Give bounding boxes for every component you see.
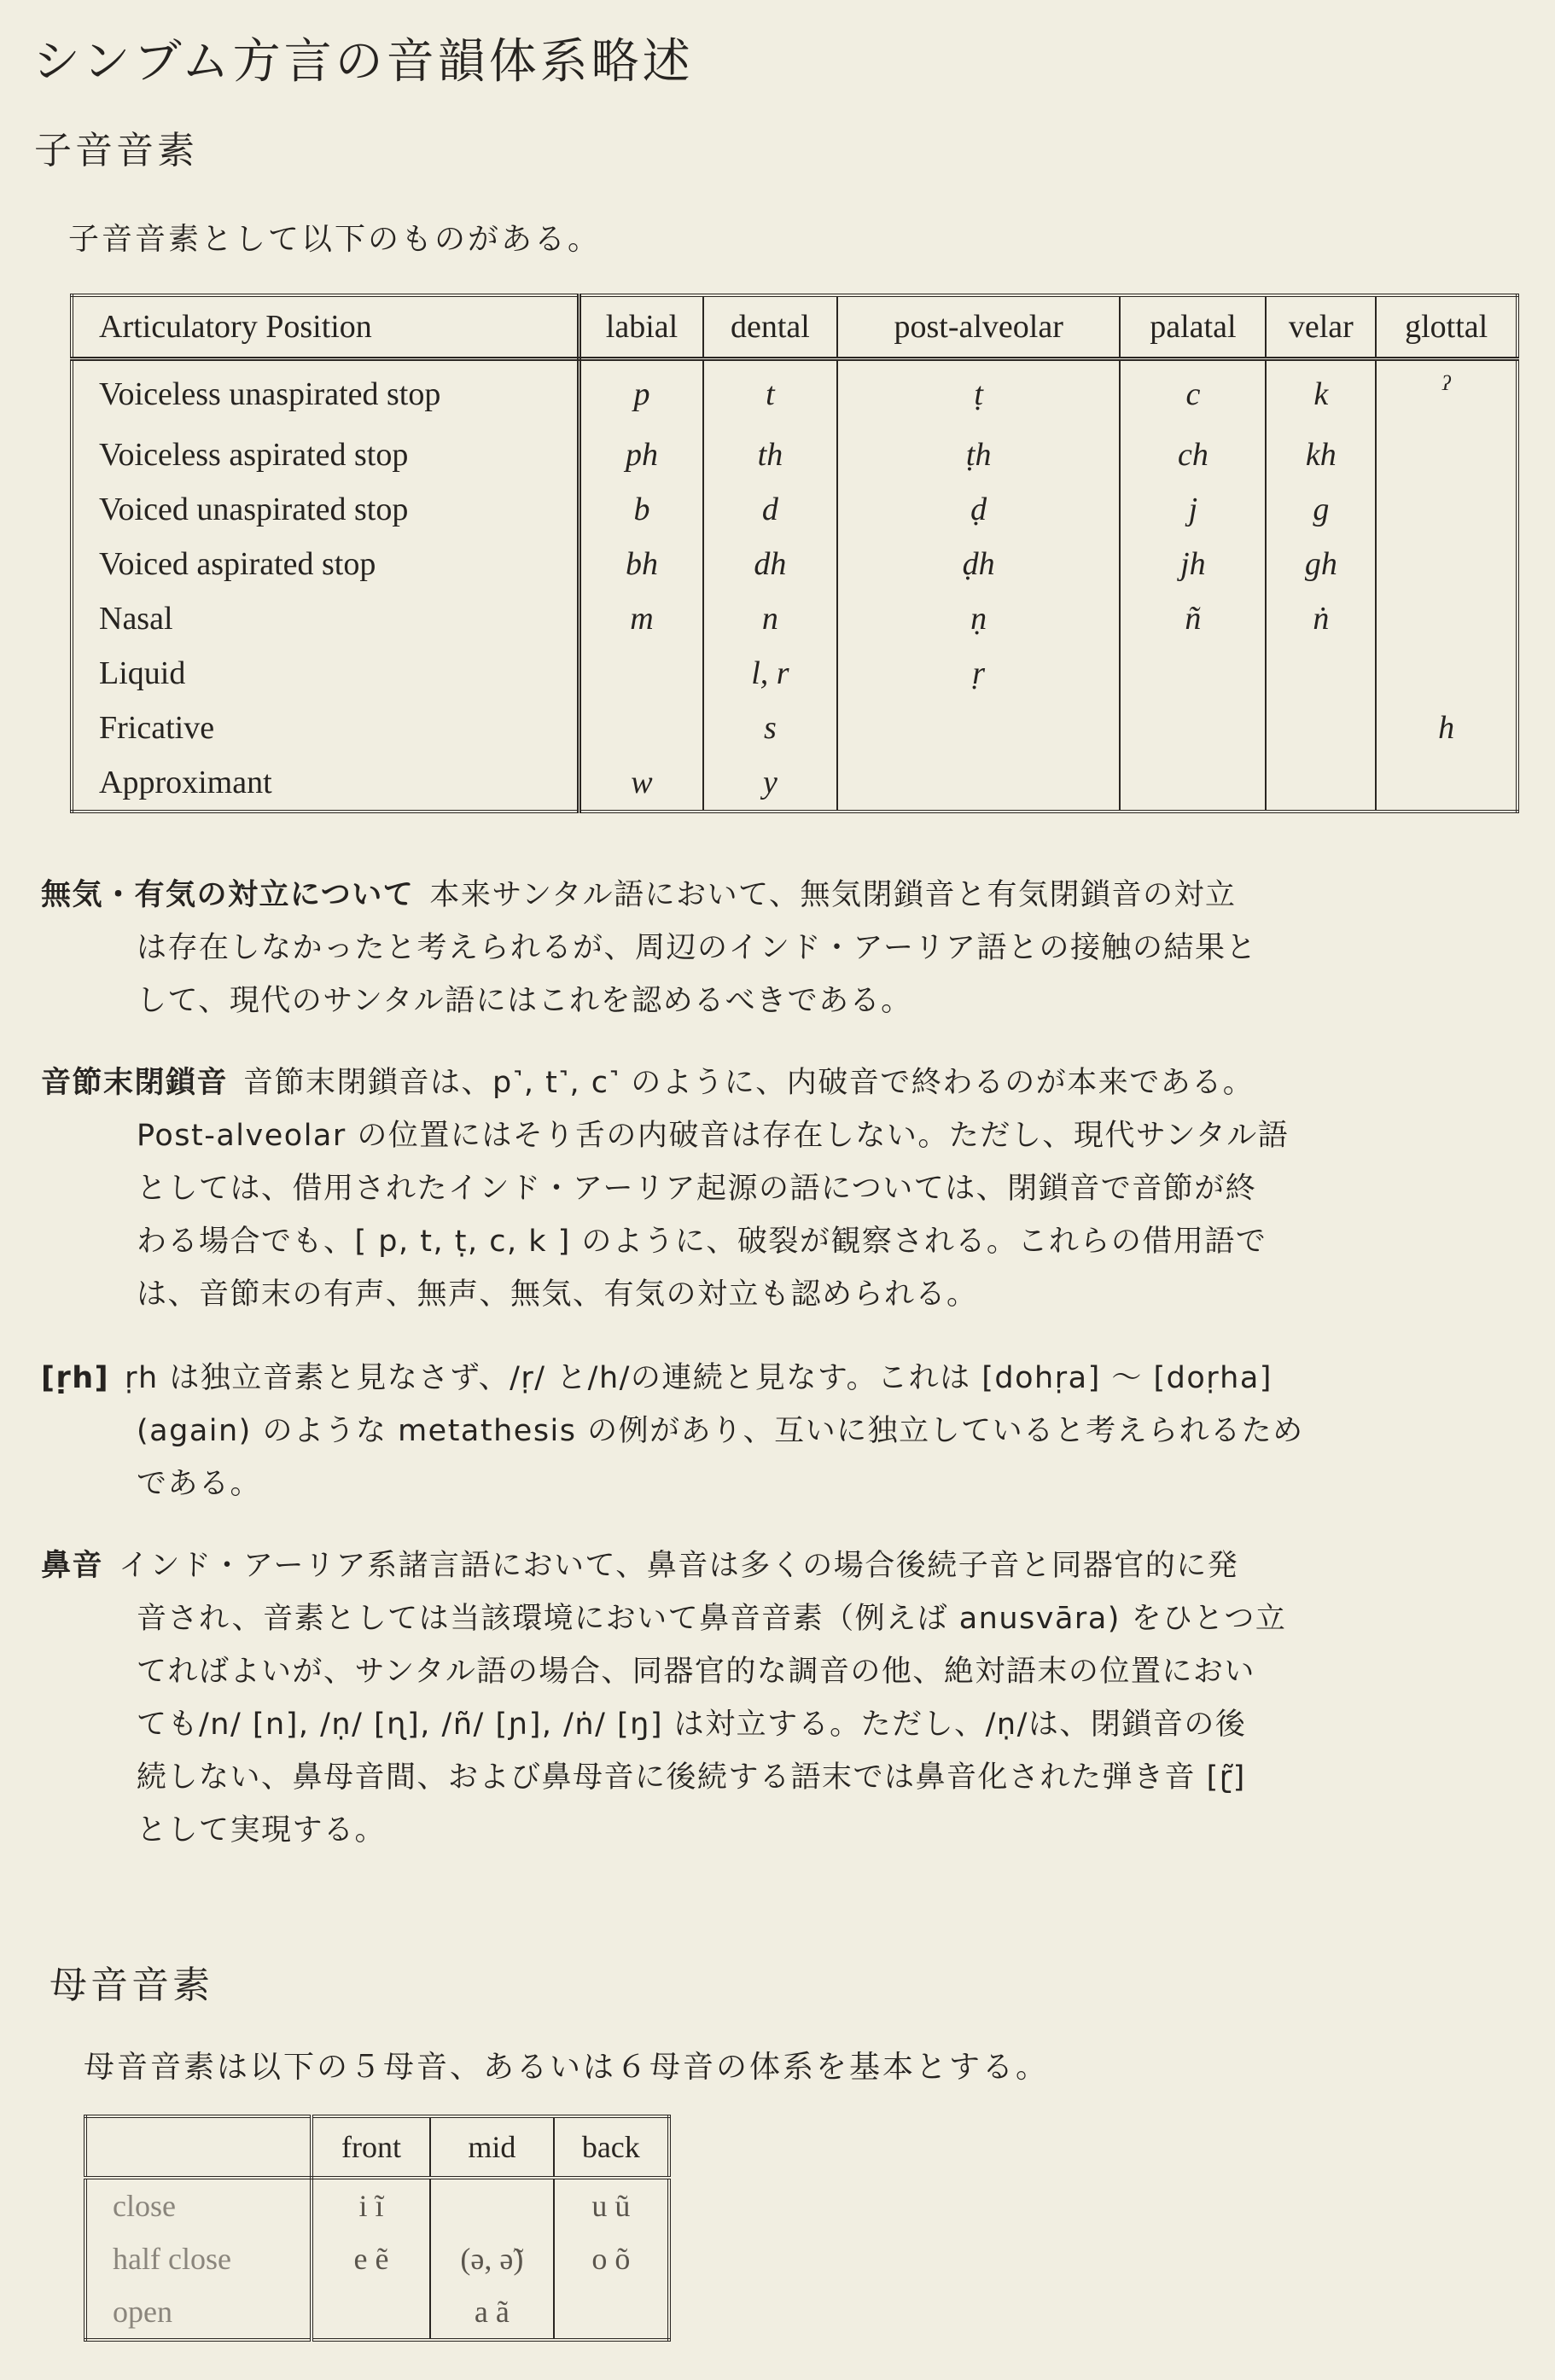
table-cell: dh xyxy=(703,537,837,591)
table-row xyxy=(72,482,1517,537)
note-heading: 鼻音 xyxy=(41,1549,104,1583)
table-cell: d xyxy=(703,482,837,537)
consonant-table xyxy=(70,294,1519,813)
table-cell: jh xyxy=(1120,537,1266,591)
note-line: して、現代のサンタル語にはこれを認めるべきである。 xyxy=(137,984,912,1018)
table-row xyxy=(85,2232,669,2285)
note-text: 音節末閉鎖音は、p˺, t˺, c˺ のように、内破音で終わるのが本来である。 xyxy=(243,1066,1255,1100)
note-line: 続しない、鼻母音間、および鼻母音に後続する語末では鼻音化された弾き音 [ɽ̃] xyxy=(137,1760,1246,1795)
table-cell: ḍh xyxy=(837,537,1121,591)
table-cell: n xyxy=(703,591,837,646)
table-cell: e ẽ xyxy=(312,2232,430,2285)
row-label: Voiceless unaspirated stop xyxy=(72,359,579,428)
table-cell: g xyxy=(1266,482,1376,537)
column-header: dental xyxy=(703,295,837,359)
table-row xyxy=(72,701,1517,755)
row-label: Voiceless aspirated stop xyxy=(72,428,579,482)
note-line: Post-alveolar の位置にはそり舌の内破音は存在しない。ただし、現代サンタル語 xyxy=(137,1119,1290,1153)
table-cell: h xyxy=(1376,701,1517,755)
table-cell xyxy=(1120,701,1266,755)
note-nasals xyxy=(41,1539,1406,1857)
table-cell: ʔ xyxy=(1376,359,1517,428)
note-aspiration xyxy=(41,869,1406,1027)
table-row xyxy=(72,537,1517,591)
note-heading: 音節末閉鎖音 xyxy=(41,1066,229,1100)
table-cell xyxy=(1120,646,1266,701)
row-label: Nasal xyxy=(72,591,579,646)
row-label: Fricative xyxy=(72,701,579,755)
table-cell xyxy=(579,646,703,701)
note-line: として実現する。 xyxy=(137,1813,387,1848)
table-row xyxy=(85,2178,669,2232)
table-cell: ṭh xyxy=(837,428,1121,482)
table-cell: y xyxy=(703,755,837,812)
column-header: glottal xyxy=(1376,295,1517,359)
table-row xyxy=(85,2285,669,2340)
table-cell xyxy=(1376,646,1517,701)
consonant-intro: 子音音素として以下のものがある。 xyxy=(68,222,602,257)
column-header: mid xyxy=(430,2116,554,2178)
table-cell: gh xyxy=(1266,537,1376,591)
note-line: としては、借用されたインド・アーリア起源の語については、閉鎖音で音節が終 xyxy=(137,1172,1257,1206)
note-line: ても/n/ [n], /ṇ/ [ɳ], /ñ/ [ɲ], /ṅ/ [ŋ] は対立する。ただし、/ṇ/は、閉鎖音の後 xyxy=(137,1708,1247,1742)
table-cell: kh xyxy=(1266,428,1376,482)
table-cell xyxy=(1376,591,1517,646)
column-header xyxy=(85,2116,312,2178)
table-cell xyxy=(1376,428,1517,482)
note-line: は存在しなかったと考えられるが、周辺のインド・アーリア語との接触の結果と xyxy=(137,931,1257,965)
table-row xyxy=(72,591,1517,646)
table-cell: ch xyxy=(1120,428,1266,482)
vowel-header-row xyxy=(85,2116,669,2178)
column-header: post-alveolar xyxy=(837,295,1121,359)
table-cell: k xyxy=(1266,359,1376,428)
table-cell xyxy=(554,2285,669,2340)
table-cell xyxy=(1266,755,1376,812)
table-cell: i ĩ xyxy=(312,2178,430,2232)
note-text: インド・アーリア系諸言語において、鼻音は多くの場合後続子音と同器官的に発 xyxy=(119,1549,1239,1583)
consonant-heading: 子音音素 xyxy=(34,129,198,172)
note-line: は、音節末の有声、無声、無気、有気の対立も認められる。 xyxy=(137,1277,978,1312)
table-row xyxy=(72,428,1517,482)
table-cell xyxy=(1376,537,1517,591)
vowel-intro: 母音音素は以下の５母音、あるいは６母音の体系を基本とする。 xyxy=(84,2050,1050,2085)
table-cell xyxy=(1120,755,1266,812)
note-rh xyxy=(41,1352,1406,1510)
table-cell: b xyxy=(579,482,703,537)
table-cell xyxy=(579,701,703,755)
table-row xyxy=(72,359,1517,428)
table-cell: ṇ xyxy=(837,591,1121,646)
table-cell xyxy=(1376,482,1517,537)
table-cell xyxy=(430,2178,554,2232)
table-cell: ph xyxy=(579,428,703,482)
row-label: close xyxy=(85,2178,312,2232)
table-cell: (ə, ə̃) xyxy=(430,2232,554,2285)
vowel-table xyxy=(84,2115,671,2342)
note-heading: 無気・有気の対立について xyxy=(41,878,415,912)
note-line: (again) のような metathesis の例があり、互いに独立していると考えられるため xyxy=(137,1414,1304,1448)
note-line: である。 xyxy=(137,1467,262,1501)
row-label: Voiced unaspirated stop xyxy=(72,482,579,537)
table-cell: l, r xyxy=(703,646,837,701)
table-cell: bh xyxy=(579,537,703,591)
table-cell: ḍ xyxy=(837,482,1121,537)
table-cell: ṭ xyxy=(837,359,1121,428)
column-header: Articulatory Position xyxy=(72,295,579,359)
row-label: Liquid xyxy=(72,646,579,701)
table-cell xyxy=(1376,755,1517,812)
table-cell: a ã xyxy=(430,2285,554,2340)
vowel-heading: 母音音素 xyxy=(50,1964,213,2007)
page-title: シンブム方言の音韻体系略述 xyxy=(32,34,694,90)
row-label: half close xyxy=(85,2232,312,2285)
table-cell: th xyxy=(703,428,837,482)
table-cell: t xyxy=(703,359,837,428)
table-cell: j xyxy=(1120,482,1266,537)
column-header: front xyxy=(312,2116,430,2178)
table-cell: s xyxy=(703,701,837,755)
table-cell xyxy=(312,2285,430,2340)
table-cell: o õ xyxy=(554,2232,669,2285)
row-label: open xyxy=(85,2285,312,2340)
note-line: 音され、音素としては当該環境において鼻音音素（例えば anusvāra) をひとつ立 xyxy=(137,1602,1287,1636)
note-text: ṛh は独立音素と見なさず、/ṛ/ と/h/の連続と見なす。これは [dohṛa] 〜 [doṛha] xyxy=(125,1361,1273,1395)
table-cell: w xyxy=(579,755,703,812)
table-row xyxy=(72,646,1517,701)
table-cell: m xyxy=(579,591,703,646)
note-line: わる場合でも、[ p, t, ṭ, c, k ] のように、破裂が観察される。これらの借用語で xyxy=(137,1225,1267,1259)
consonant-header-row xyxy=(72,295,1517,359)
note-syllable-final-stops xyxy=(41,1056,1406,1321)
table-row xyxy=(72,755,1517,812)
column-header: labial xyxy=(579,295,703,359)
table-cell: u ũ xyxy=(554,2178,669,2232)
table-cell: ṛ xyxy=(837,646,1121,701)
column-header: back xyxy=(554,2116,669,2178)
note-heading: [ṛh] xyxy=(41,1361,110,1395)
table-cell xyxy=(837,755,1121,812)
table-cell: ṅ xyxy=(1266,591,1376,646)
row-label: Voiced aspirated stop xyxy=(72,537,579,591)
row-label: Approximant xyxy=(72,755,579,812)
table-cell: c xyxy=(1120,359,1266,428)
table-cell xyxy=(837,701,1121,755)
note-text: 本来サンタル語において、無気閉鎖音と有気閉鎖音の対立 xyxy=(429,878,1237,912)
note-line: てればよいが、サンタル語の場合、同器官的な調音の他、絶対語末の位置におい xyxy=(137,1655,1255,1689)
column-header: velar xyxy=(1266,295,1376,359)
table-cell xyxy=(1266,701,1376,755)
table-cell: p xyxy=(579,359,703,428)
column-header: palatal xyxy=(1120,295,1266,359)
table-cell xyxy=(1266,646,1376,701)
table-cell: ñ xyxy=(1120,591,1266,646)
